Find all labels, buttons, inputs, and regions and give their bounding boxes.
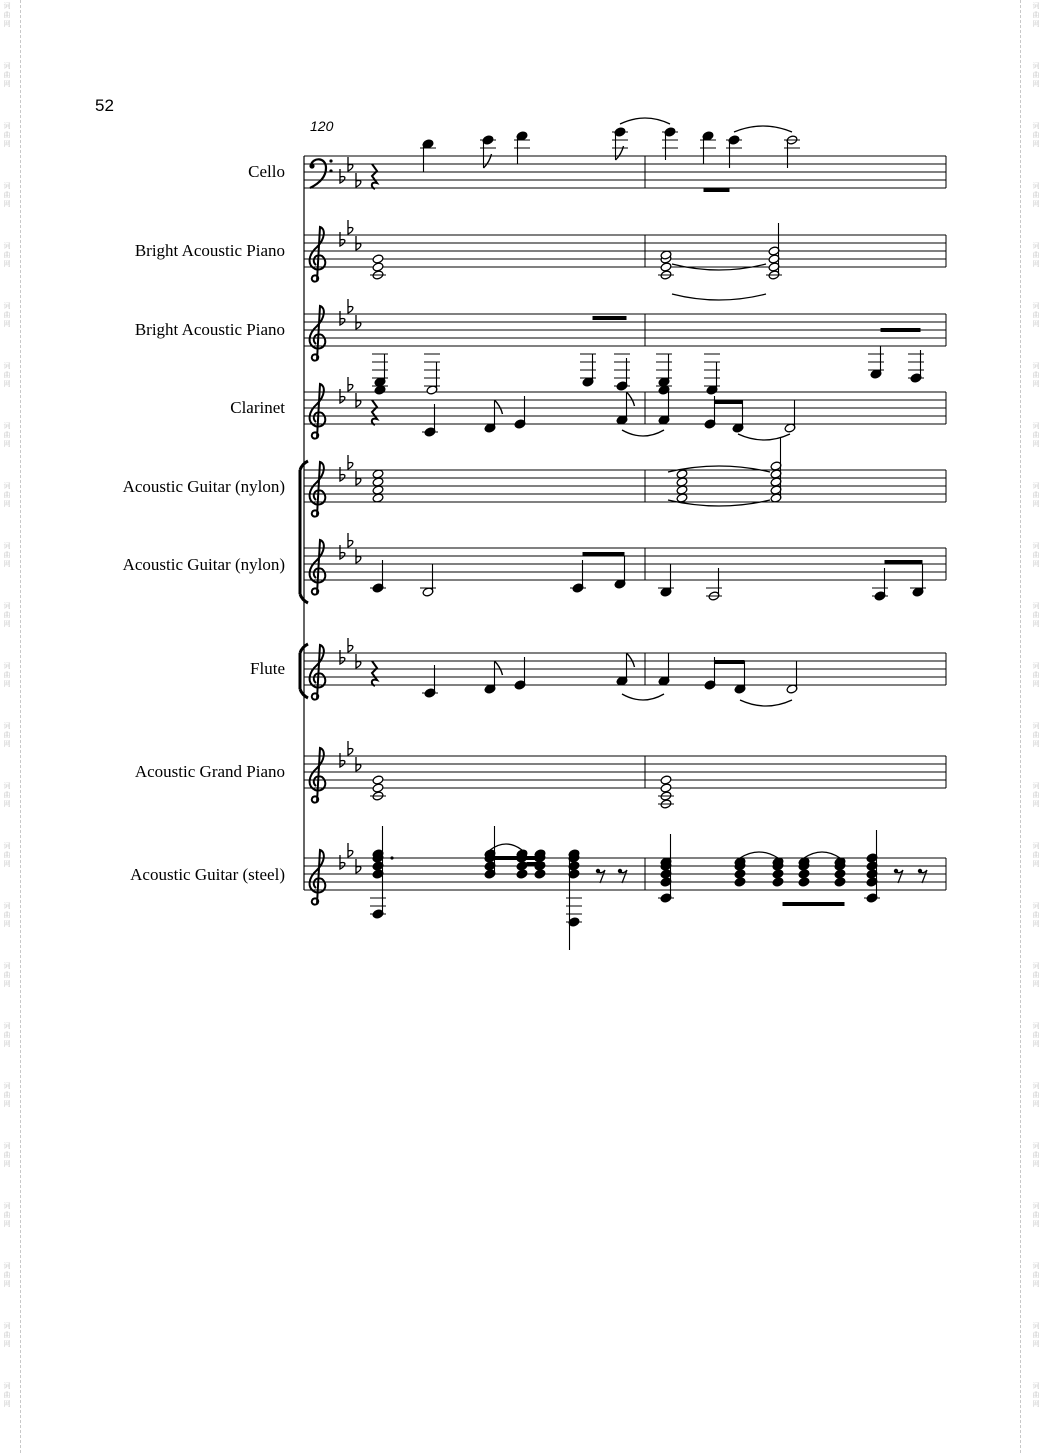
flat-accidental <box>348 220 353 234</box>
watermark-glyphs: 词 曲 网 <box>1032 1382 1040 1408</box>
flat-accidental <box>340 545 345 559</box>
bass-clef-dot <box>329 169 332 172</box>
flat-accidental <box>340 855 345 869</box>
eighth-rest-stroke <box>620 870 627 883</box>
watermark-glyphs: 词 曲 网 <box>3 482 11 508</box>
tie <box>622 694 664 700</box>
note-flag <box>627 392 635 406</box>
watermark-glyphs: 词 曲 网 <box>3 1382 11 1408</box>
watermark-glyphs: 词 曲 网 <box>1032 1142 1040 1168</box>
instrument-label-clarinet: Clarinet <box>230 398 285 417</box>
instrument-label-acoustic-guitar-steel: Acoustic Guitar (steel) <box>130 865 285 884</box>
note-head <box>516 861 528 871</box>
watermark-glyphs: 词 曲 网 <box>3 62 11 88</box>
tie <box>740 700 792 706</box>
watermark-glyphs: 词 曲 网 <box>1032 1202 1040 1228</box>
tie <box>620 118 670 124</box>
flat-accidental <box>348 741 353 755</box>
watermark-glyphs: 词 曲 网 <box>1032 1322 1040 1348</box>
watermark-glyphs: 词 曲 网 <box>1032 1022 1040 1048</box>
watermark-glyphs: 词 曲 网 <box>3 842 11 868</box>
flat-accidental <box>340 753 345 767</box>
flat-accidental <box>340 389 345 403</box>
watermark-glyphs: 词 曲 网 <box>1032 62 1040 88</box>
watermark-glyphs: 词 曲 网 <box>3 242 11 268</box>
watermark-glyphs: 词 曲 网 <box>3 902 11 928</box>
instrument-label-acoustic-grand-piano: Acoustic Grand Piano <box>134 762 285 781</box>
watermark-glyphs: 词 曲 网 <box>1032 1082 1040 1108</box>
flat-accidental <box>348 299 353 313</box>
note-head <box>660 775 672 785</box>
watermark-glyphs: 词 曲 网 <box>1032 242 1040 268</box>
eighth-rest-stroke <box>598 870 605 883</box>
watermark-glyphs: 词 曲 网 <box>1032 602 1040 628</box>
watermark-glyphs: 词 曲 网 <box>3 1262 11 1288</box>
flat-accidental <box>340 650 345 664</box>
note-head <box>772 869 784 879</box>
measure-number: 120 <box>310 118 334 134</box>
instrument-label-bright-acoustic-piano-2: Bright Acoustic Piano <box>134 320 285 339</box>
flat-accidental <box>340 311 345 325</box>
quarter-rest <box>372 164 377 189</box>
flat-accidental <box>340 467 345 481</box>
flat-accidental <box>348 377 353 391</box>
note-head <box>660 783 672 793</box>
note-head <box>834 877 846 887</box>
watermark-glyphs: 词 曲 网 <box>3 1142 11 1168</box>
flat-accidental <box>348 638 353 652</box>
instrument-label-acoustic-guitar-nylon-1: Acoustic Guitar (nylon) <box>122 477 285 496</box>
instrument-label-bright-acoustic-piano-1: Bright Acoustic Piano <box>134 241 285 260</box>
watermark-glyphs: 词 曲 网 <box>3 782 11 808</box>
note-head <box>372 262 384 272</box>
watermark-glyphs: 词 曲 网 <box>1032 122 1040 148</box>
watermark-glyphs: 词 曲 网 <box>1032 782 1040 808</box>
watermark-glyphs: 词 曲 网 <box>3 2 11 28</box>
tie <box>734 126 792 132</box>
watermark-glyphs: 词 曲 网 <box>1032 422 1040 448</box>
instrument-label-cello: Cello <box>248 162 285 181</box>
watermark-glyphs: 词 曲 网 <box>3 1082 11 1108</box>
quarter-rest <box>372 661 377 686</box>
watermark-glyphs: 词 曲 网 <box>1032 722 1040 748</box>
note-head <box>772 877 784 887</box>
eighth-rest-stroke <box>896 870 903 883</box>
note-head <box>734 877 746 887</box>
quarter-rest <box>372 400 377 425</box>
note-head <box>372 783 384 793</box>
page-number: 52 <box>95 96 114 115</box>
note-head <box>660 262 672 272</box>
watermark-glyphs: 词 曲 网 <box>3 302 11 328</box>
note-head <box>372 254 384 264</box>
watermark-glyphs: 词 曲 网 <box>3 662 11 688</box>
note-head <box>834 869 846 879</box>
instrument-label-flute: Flute <box>250 659 285 678</box>
flat-accidental <box>348 533 353 547</box>
tie <box>740 852 778 858</box>
tie <box>738 434 790 440</box>
tie <box>672 294 766 300</box>
watermark-glyphs: 词 曲 网 <box>1032 542 1040 568</box>
watermark-glyphs: 词 曲 网 <box>1032 362 1040 388</box>
flat-accidental <box>340 169 345 183</box>
watermark-glyphs: 词 曲 网 <box>1032 662 1040 688</box>
note-flag <box>495 661 503 675</box>
watermark-glyphs: 词 曲 网 <box>1032 302 1040 328</box>
watermark-glyphs: 词 曲 网 <box>1032 182 1040 208</box>
watermark-glyphs: 词 曲 网 <box>3 722 11 748</box>
watermark-glyphs: 词 曲 网 <box>3 362 11 388</box>
note-head <box>516 869 528 879</box>
tie <box>804 852 840 858</box>
bass-clef-dot <box>329 159 332 162</box>
note-head <box>798 877 810 887</box>
note-flag <box>495 400 503 414</box>
note-head <box>734 869 746 879</box>
watermark-glyphs: 词 曲 网 <box>3 962 11 988</box>
watermark-glyphs: 词 曲 网 <box>3 182 11 208</box>
watermark-glyphs: 词 曲 网 <box>1032 902 1040 928</box>
eighth-rest-stroke <box>920 870 927 883</box>
tie <box>622 430 664 436</box>
watermark-glyphs: 词 曲 网 <box>3 1022 11 1048</box>
watermark-glyphs: 词 曲 网 <box>3 1322 11 1348</box>
flat-accidental <box>348 455 353 469</box>
watermark-glyphs: 词 曲 网 <box>3 542 11 568</box>
bass-clef-dot <box>309 163 314 168</box>
note-head <box>798 869 810 879</box>
watermark-glyphs: 词 曲 网 <box>3 122 11 148</box>
note-head <box>372 775 384 785</box>
watermark-glyphs: 词 曲 网 <box>1032 482 1040 508</box>
watermark-glyphs: 词 曲 网 <box>1032 2 1040 28</box>
watermark-glyphs: 词 曲 网 <box>1032 962 1040 988</box>
watermark-glyphs: 词 曲 网 <box>1032 842 1040 868</box>
flat-accidental <box>340 232 345 246</box>
watermark-glyphs: 词 曲 网 <box>3 602 11 628</box>
watermark-glyphs: 词 曲 网 <box>3 422 11 448</box>
flat-accidental <box>348 843 353 857</box>
watermark-glyphs: 词 曲 网 <box>3 1202 11 1228</box>
dot <box>390 856 393 859</box>
instrument-label-acoustic-guitar-nylon-2: Acoustic Guitar (nylon) <box>122 555 285 574</box>
note-flag <box>627 653 635 667</box>
watermark-glyphs: 词 曲 网 <box>1032 1262 1040 1288</box>
note-head <box>534 869 546 879</box>
